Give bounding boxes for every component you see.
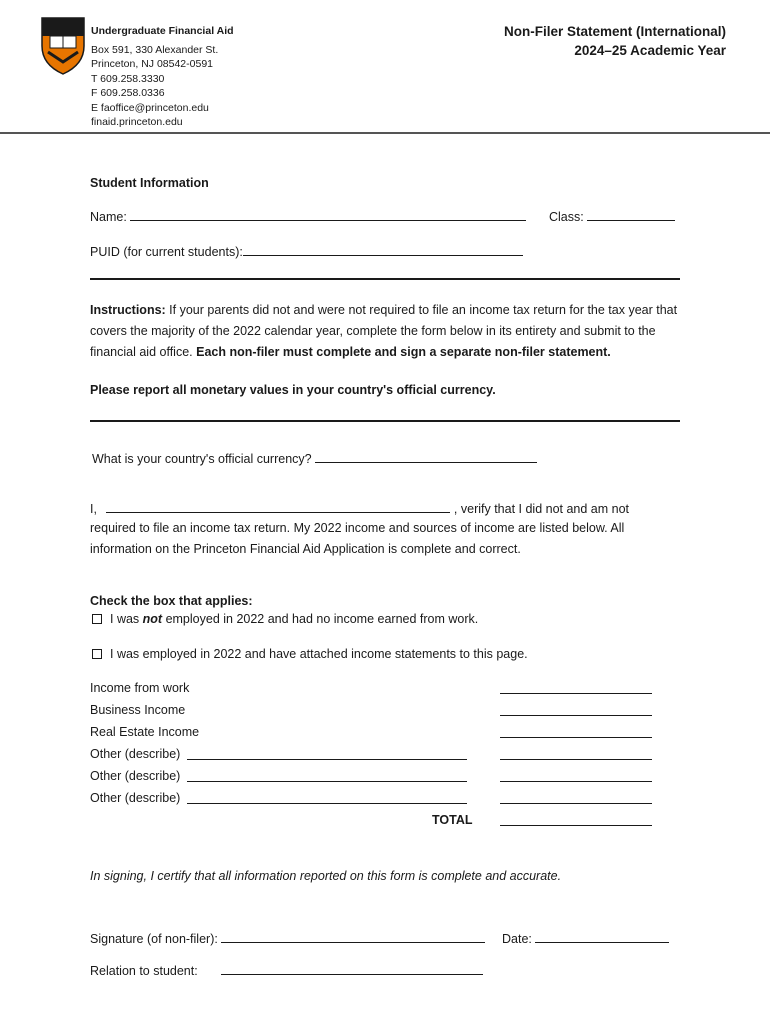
name-label: Name: bbox=[90, 210, 127, 224]
income-amount-field[interactable] bbox=[500, 725, 652, 738]
date-label: Date: bbox=[502, 932, 532, 946]
website-link[interactable]: finaid.princeton.edu bbox=[91, 116, 183, 128]
option2-text: I was employed in 2022 and have attached income statements to this page. bbox=[110, 647, 528, 661]
form-title bbox=[504, 22, 726, 60]
form-title-line-1: Non-Filer Statement (International) bbox=[503, 24, 726, 39]
instructions-text: If your parents did not and were not required to file an income tax return for the tax year that covers the majority of the 2022 calendar year, complete the form below in its entirety and submit to the financial aid office. bbox=[90, 303, 678, 359]
option1-post: employed in 2022 and had no income earned from work. bbox=[162, 612, 479, 626]
income-amount-field[interactable] bbox=[500, 681, 652, 694]
currency-question: What is your country's official currency? bbox=[92, 452, 312, 466]
student-info-heading: Student Information bbox=[90, 176, 209, 190]
income-label: Other (describe) bbox=[90, 791, 181, 805]
checkbox-heading: Check the box that applies: bbox=[90, 594, 253, 608]
puid-label: PUID (for current students): bbox=[90, 245, 243, 259]
puid-row bbox=[90, 245, 523, 259]
signature-row bbox=[90, 932, 485, 946]
total-amount-field[interactable] bbox=[500, 813, 652, 826]
currency-notice: Please report all monetary values in your country's official currency. bbox=[90, 383, 496, 397]
total-label: TOTAL bbox=[432, 813, 473, 827]
verification-prefix: I, bbox=[90, 502, 97, 516]
income-label: Other (describe) bbox=[90, 747, 181, 761]
currency-field[interactable] bbox=[315, 452, 537, 463]
income-label: Real Estate Income bbox=[90, 725, 200, 739]
relation-field[interactable] bbox=[221, 964, 483, 975]
income-label: Other (describe) bbox=[90, 769, 181, 783]
checkbox-option-employed[interactable] bbox=[92, 647, 528, 661]
income-row bbox=[90, 747, 654, 765]
other-description-field[interactable] bbox=[187, 769, 467, 782]
header-divider bbox=[0, 132, 770, 134]
option1-pre: I was bbox=[110, 612, 143, 626]
date-row bbox=[502, 932, 669, 946]
income-row bbox=[90, 725, 654, 743]
office-name: Undergraduate Financial Aid bbox=[91, 25, 234, 37]
class-field[interactable] bbox=[587, 210, 675, 221]
total-row bbox=[90, 813, 654, 831]
date-field[interactable] bbox=[535, 932, 669, 943]
name-field[interactable] bbox=[130, 210, 526, 221]
verification-row bbox=[90, 502, 629, 516]
office-contact-block bbox=[91, 24, 234, 130]
instructions-paragraph bbox=[90, 300, 680, 363]
relation-label: Relation to student: bbox=[90, 964, 198, 978]
income-label: Business Income bbox=[90, 703, 186, 717]
income-amount-field[interactable] bbox=[500, 703, 652, 716]
other-description-field[interactable] bbox=[187, 791, 467, 804]
name-row bbox=[90, 210, 526, 224]
income-row bbox=[90, 769, 654, 787]
currency-row bbox=[92, 452, 537, 466]
relation-row bbox=[90, 964, 483, 978]
class-row bbox=[549, 210, 675, 224]
income-amount-field[interactable] bbox=[500, 791, 652, 804]
verification-suffix: , verify that I did not and am not bbox=[453, 502, 630, 516]
class-label: Class: bbox=[549, 210, 584, 224]
verification-text: required to file an income tax return. My 2022 income and sources of income are listed below. All information on the Princeton Financial Aid Application is complete and correct. bbox=[90, 521, 625, 556]
not-employed-checkbox[interactable] bbox=[92, 614, 102, 624]
option1-emphasis: not bbox=[142, 612, 163, 626]
income-label: Income from work bbox=[90, 681, 190, 695]
certification-statement: In signing, I certify that all information reported on this form is complete and accurate. bbox=[90, 869, 562, 883]
income-amount-field[interactable] bbox=[500, 769, 652, 782]
section-divider-2 bbox=[90, 420, 680, 422]
section-divider-1 bbox=[90, 278, 680, 280]
employed-checkbox[interactable] bbox=[92, 649, 102, 659]
income-row bbox=[90, 681, 654, 699]
other-description-field[interactable] bbox=[187, 747, 467, 760]
income-amount-field[interactable] bbox=[500, 747, 652, 760]
email-address[interactable]: E faoffice@princeton.edu bbox=[91, 101, 209, 114]
checkbox-option-not-employed[interactable] bbox=[92, 612, 478, 626]
income-row bbox=[90, 703, 654, 721]
signature-label: Signature (of non-filer): bbox=[90, 932, 218, 946]
fax-number: F 609.258.0336 bbox=[91, 87, 165, 99]
princeton-shield-logo bbox=[40, 16, 86, 76]
address-line-2: Princeton, NJ 08542-0591 bbox=[91, 58, 213, 70]
instructions-label: Instructions: bbox=[90, 303, 166, 317]
instructions-bold-text: Each non-filer must complete and sign a separate non-filer statement. bbox=[196, 345, 611, 359]
income-row bbox=[90, 791, 654, 809]
verifier-name-field[interactable] bbox=[106, 502, 450, 513]
address-line-1: Box 591, 330 Alexander St. bbox=[91, 43, 219, 56]
puid-field[interactable] bbox=[243, 245, 523, 256]
form-title-line-2: 2024–25 Academic Year bbox=[574, 43, 726, 58]
signature-field[interactable] bbox=[221, 932, 485, 943]
phone-number: T 609.258.3330 bbox=[91, 72, 165, 85]
